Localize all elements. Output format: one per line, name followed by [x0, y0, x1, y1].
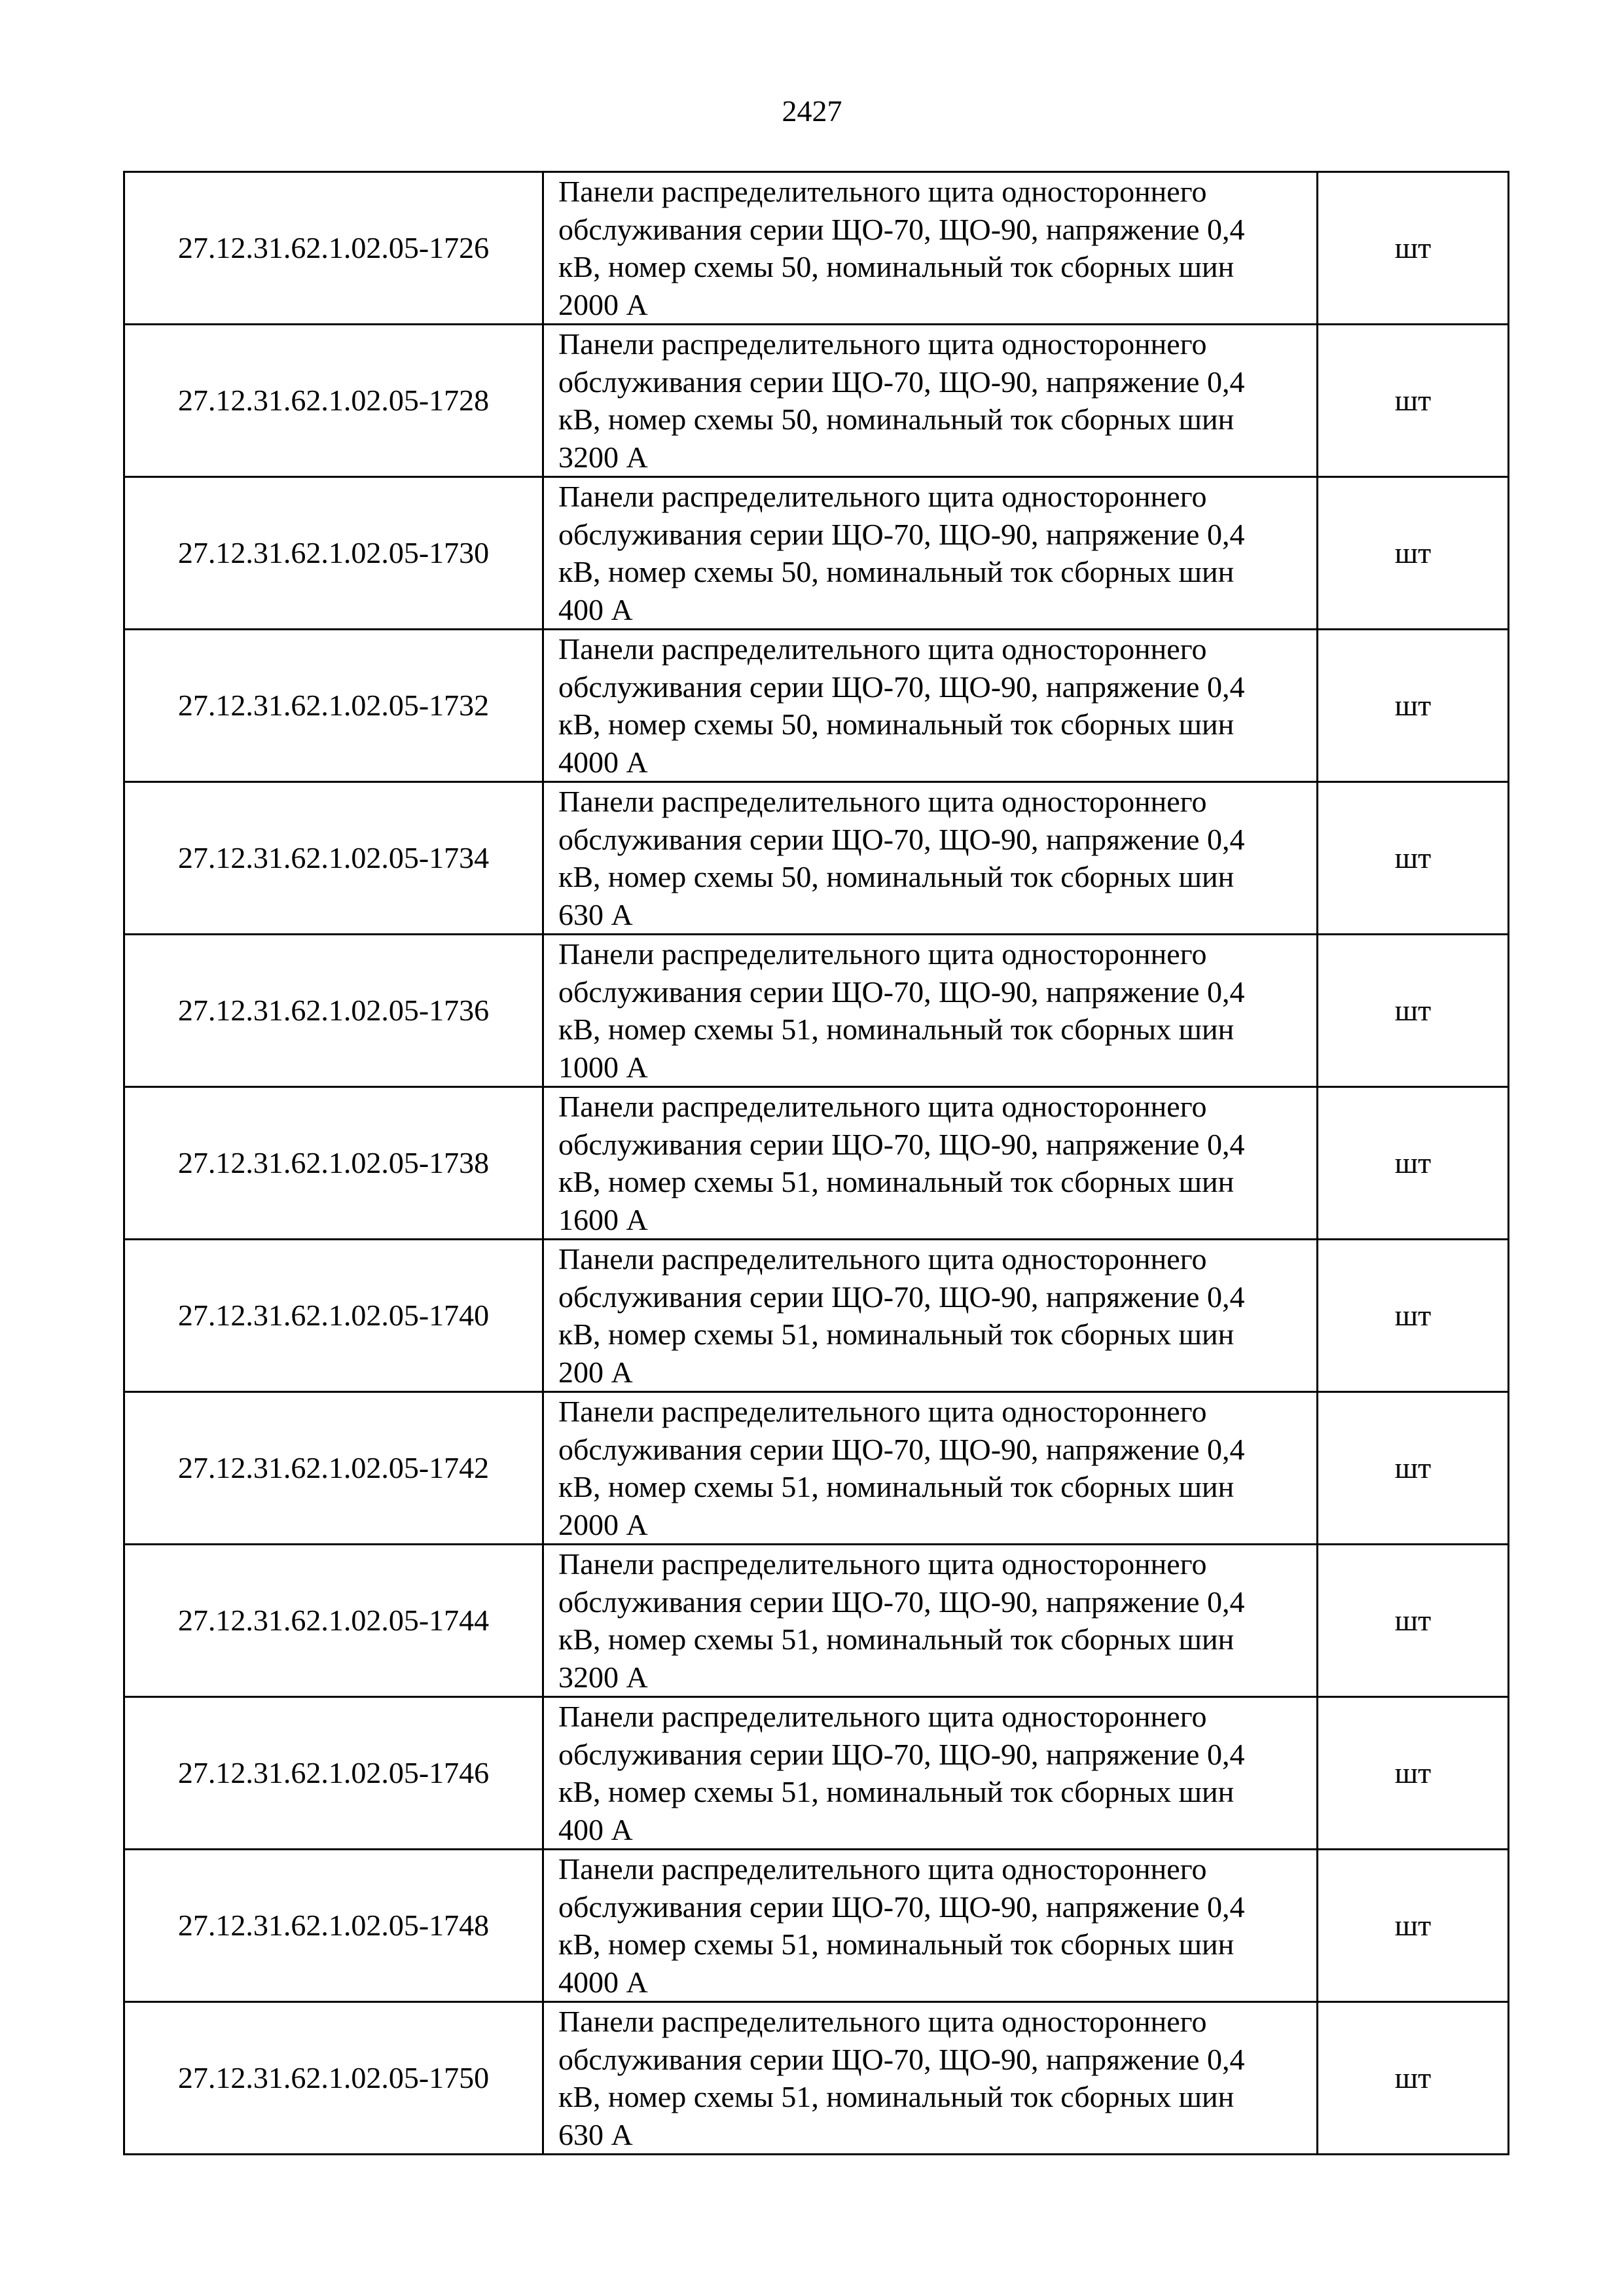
item-name: Панели распределительного щита одностороннего обслуживания серии ЩО-70, ЩО-90, напряжение 0,4 кВ, номер схемы 50, номинальный ток сборных шин 3200 А — [543, 325, 1318, 477]
item-code: 27.12.31.62.1.02.05-1742 — [124, 1392, 543, 1545]
item-name: Панели распределительного щита одностороннего обслуживания серии ЩО-70, ЩО-90, напряжение 0,4 кВ, номер схемы 51, номинальный ток сборных шин 400 А — [543, 1697, 1318, 1850]
item-name: Панели распределительного щита одностороннего обслуживания серии ЩО-70, ЩО-90, напряжение 0,4 кВ, номер схемы 51, номинальный ток сборных шин 1600 А — [543, 1087, 1318, 1240]
table-row — [124, 2002, 1509, 2155]
item-code: 27.12.31.62.1.02.05-1744 — [124, 1545, 543, 1697]
table-row — [124, 325, 1509, 477]
item-name: Панели распределительного щита одностороннего обслуживания серии ЩО-70, ЩО-90, напряжение 0,4 кВ, номер схемы 51, номинальный ток сборных шин 1000 А — [543, 935, 1318, 1087]
item-code: 27.12.31.62.1.02.05-1730 — [124, 477, 543, 630]
table-row — [124, 477, 1509, 630]
item-unit: шт — [1318, 1087, 1509, 1240]
item-code: 27.12.31.62.1.02.05-1748 — [124, 1850, 543, 2002]
item-unit: шт — [1318, 1545, 1509, 1697]
table-row — [124, 1087, 1509, 1240]
item-unit: шт — [1318, 1240, 1509, 1392]
item-code: 27.12.31.62.1.02.05-1740 — [124, 1240, 543, 1392]
item-unit: шт — [1318, 2002, 1509, 2155]
item-code: 27.12.31.62.1.02.05-1746 — [124, 1697, 543, 1850]
item-unit: шт — [1318, 935, 1509, 1087]
table-row — [124, 1697, 1509, 1850]
item-code: 27.12.31.62.1.02.05-1736 — [124, 935, 543, 1087]
item-unit: шт — [1318, 172, 1509, 325]
item-name: Панели распределительного щита одностороннего обслуживания серии ЩО-70, ЩО-90, напряжение 0,4 кВ, номер схемы 50, номинальный ток сборных шин 400 А — [543, 477, 1318, 630]
item-unit: шт — [1318, 325, 1509, 477]
table-row — [124, 630, 1509, 782]
item-code: 27.12.31.62.1.02.05-1726 — [124, 172, 543, 325]
item-code: 27.12.31.62.1.02.05-1750 — [124, 2002, 543, 2155]
item-name: Панели распределительного щита одностороннего обслуживания серии ЩО-70, ЩО-90, напряжение 0,4 кВ, номер схемы 50, номинальный ток сборных шин 630 А — [543, 782, 1318, 935]
item-name: Панели распределительного щита одностороннего обслуживания серии ЩО-70, ЩО-90, напряжение 0,4 кВ, номер схемы 51, номинальный ток сборных шин 4000 А — [543, 1850, 1318, 2002]
item-unit: шт — [1318, 1392, 1509, 1545]
item-name: Панели распределительного щита одностороннего обслуживания серии ЩО-70, ЩО-90, напряжение 0,4 кВ, номер схемы 51, номинальный ток сборных шин 200 А — [543, 1240, 1318, 1392]
table-row — [124, 1240, 1509, 1392]
item-code: 27.12.31.62.1.02.05-1738 — [124, 1087, 543, 1240]
table-row — [124, 1850, 1509, 2002]
item-unit: шт — [1318, 477, 1509, 630]
table-row — [124, 1392, 1509, 1545]
items-table — [123, 171, 1509, 2155]
table-row — [124, 935, 1509, 1087]
item-unit: шт — [1318, 1850, 1509, 2002]
item-name: Панели распределительного щита одностороннего обслуживания серии ЩО-70, ЩО-90, напряжение 0,4 кВ, номер схемы 51, номинальный ток сборных шин 3200 А — [543, 1545, 1318, 1697]
item-unit: шт — [1318, 1697, 1509, 1850]
item-code: 27.12.31.62.1.02.05-1734 — [124, 782, 543, 935]
items-table-body — [124, 172, 1509, 2155]
table-row — [124, 1545, 1509, 1697]
item-code: 27.12.31.62.1.02.05-1728 — [124, 325, 543, 477]
item-unit: шт — [1318, 630, 1509, 782]
item-name: Панели распределительного щита одностороннего обслуживания серии ЩО-70, ЩО-90, напряжение 0,4 кВ, номер схемы 50, номинальный ток сборных шин 4000 А — [543, 630, 1318, 782]
item-name: Панели распределительного щита одностороннего обслуживания серии ЩО-70, ЩО-90, напряжение 0,4 кВ, номер схемы 51, номинальный ток сборных шин 2000 А — [543, 1392, 1318, 1545]
item-code: 27.12.31.62.1.02.05-1732 — [124, 630, 543, 782]
page-number: 2427 — [782, 94, 842, 128]
item-name: Панели распределительного щита одностороннего обслуживания серии ЩО-70, ЩО-90, напряжение 0,4 кВ, номер схемы 51, номинальный ток сборных шин 630 А — [543, 2002, 1318, 2155]
table-row — [124, 172, 1509, 325]
item-unit: шт — [1318, 782, 1509, 935]
table-row — [124, 782, 1509, 935]
item-name: Панели распределительного щита одностороннего обслуживания серии ЩО-70, ЩО-90, напряжение 0,4 кВ, номер схемы 50, номинальный ток сборных шин 2000 А — [543, 172, 1318, 325]
